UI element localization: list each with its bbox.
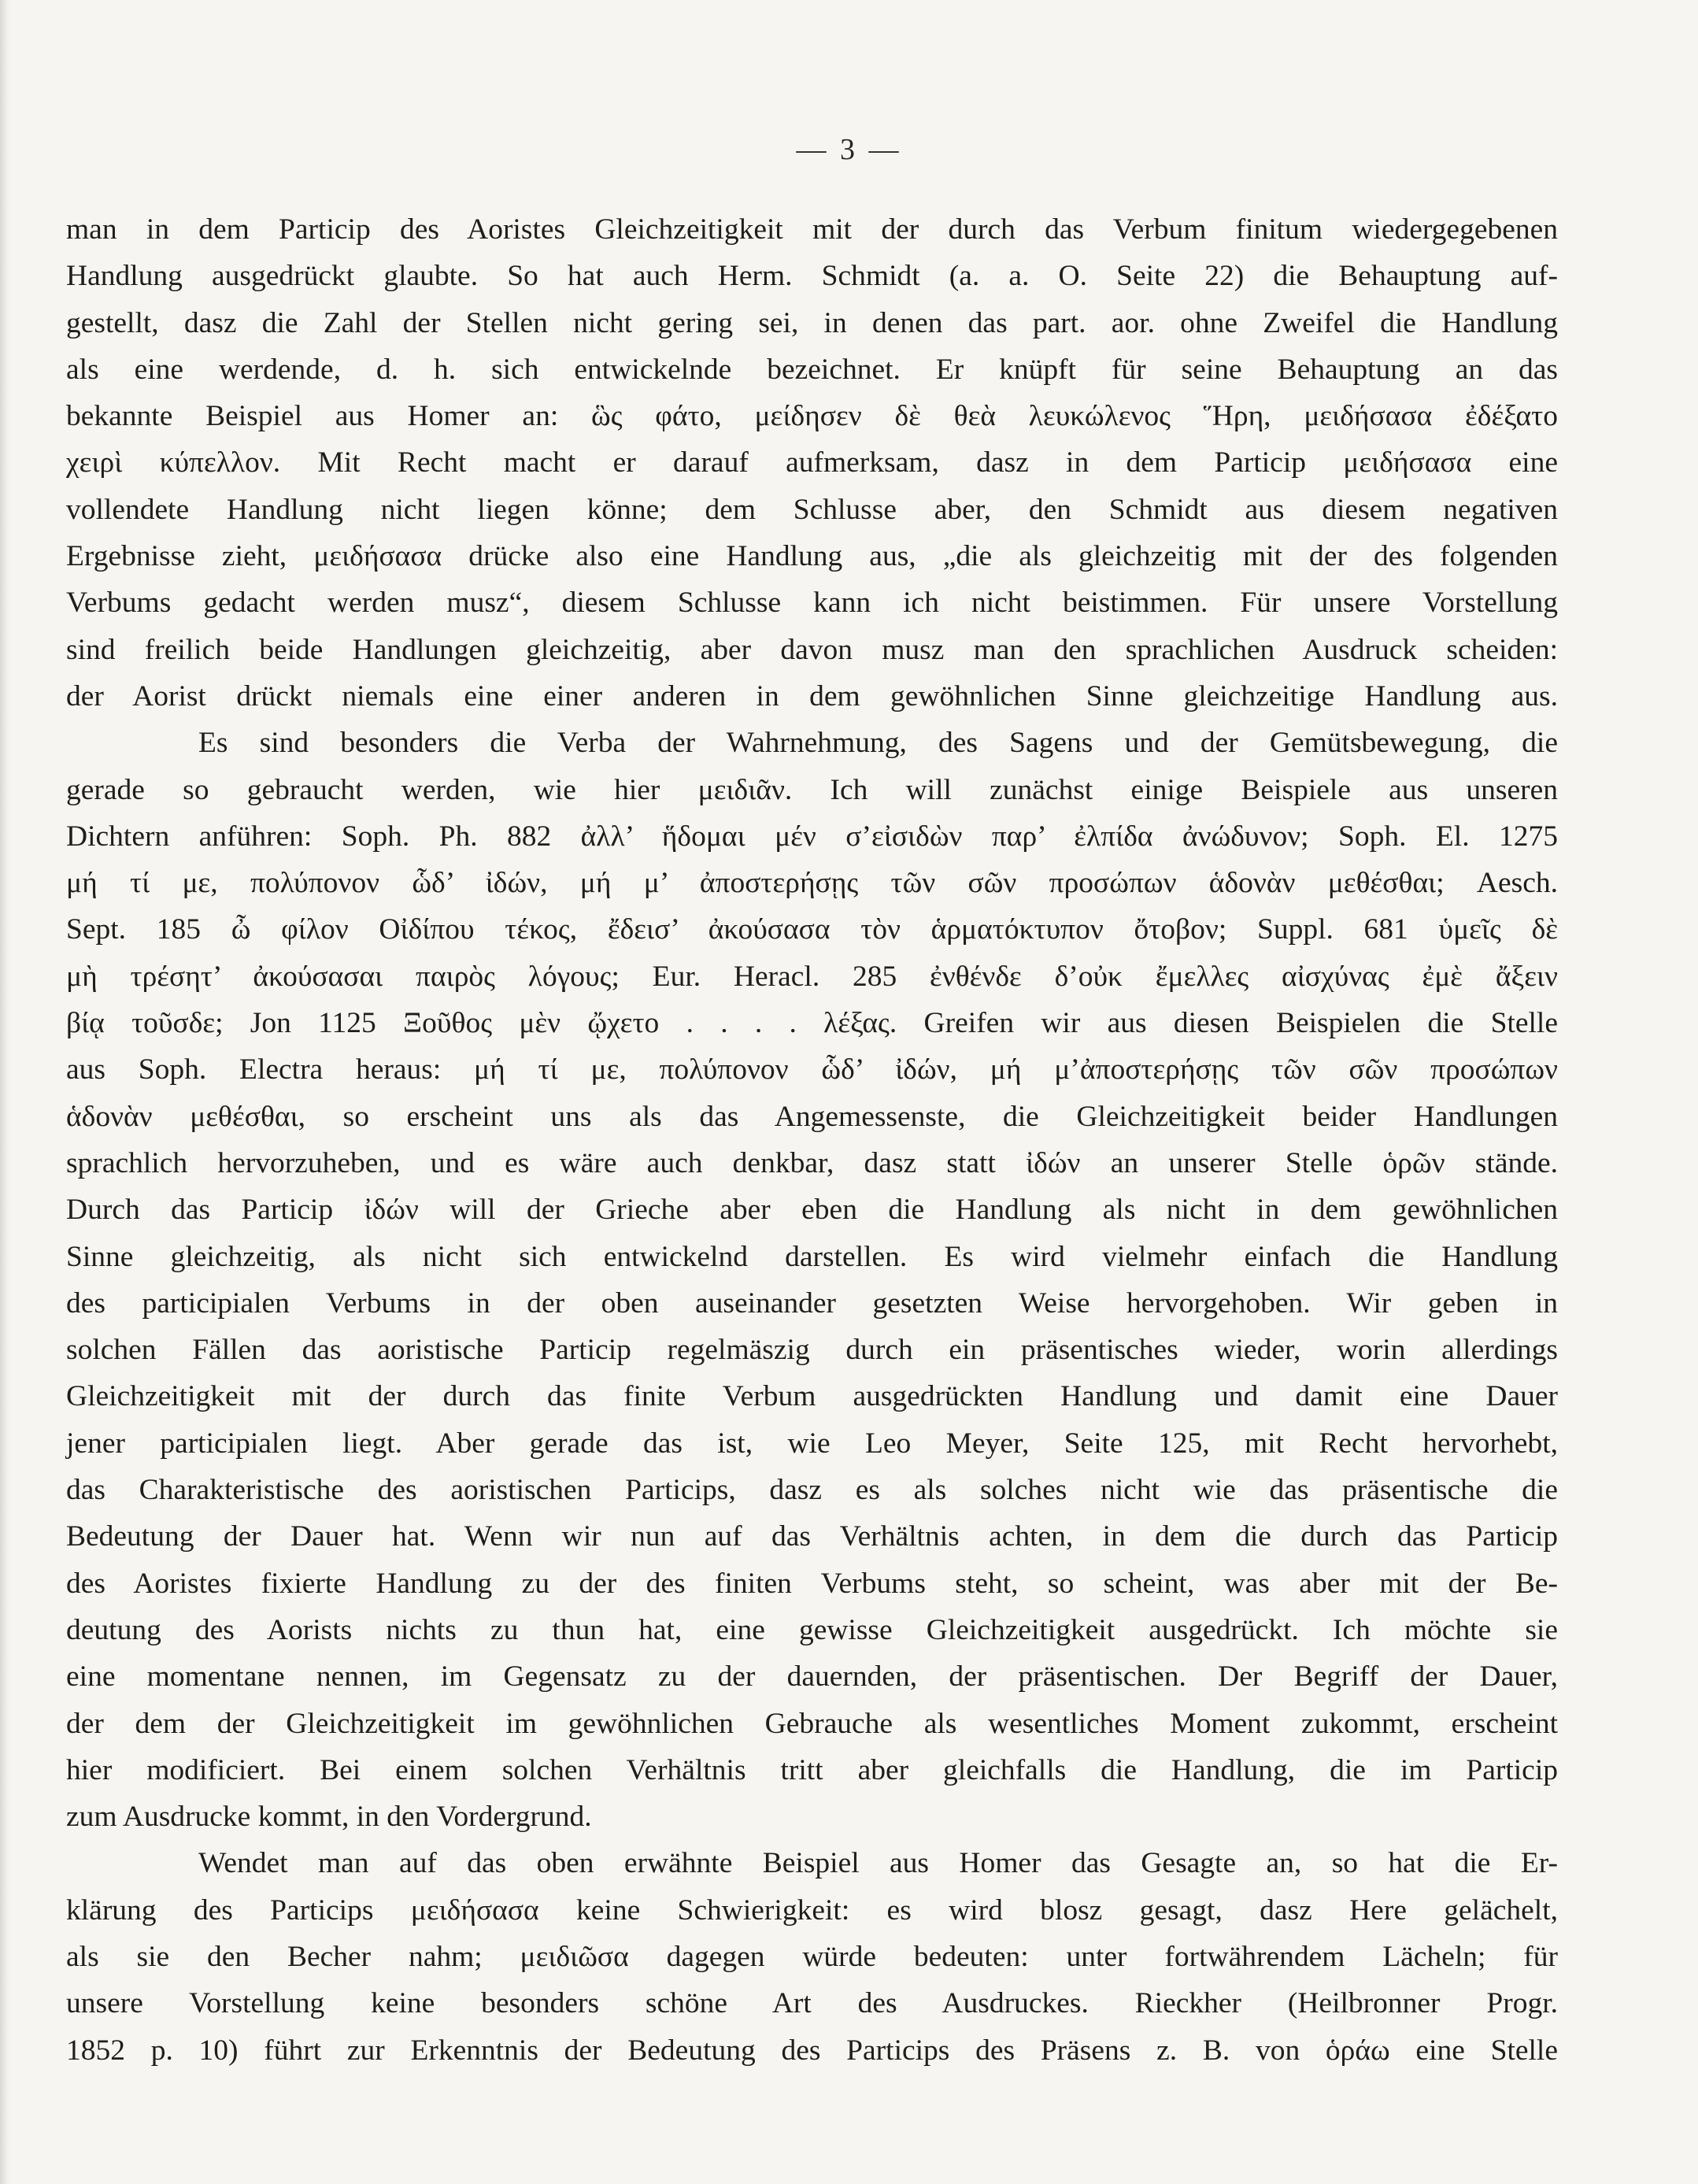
text-line: sind freilich beide Handlungen gleichzeitig, aber davon musz man den sprachlichen Ausdruck scheiden: <box>66 633 1558 666</box>
text-line: man in dem Particip des Aoristes Gleichzeitigkeit mit der durch das Verbum finitum wiedergegebenen <box>66 213 1558 246</box>
page-edge-shadow <box>0 0 11 2184</box>
text-line: zum Ausdrucke kommt, in den Vordergrund. <box>66 1801 592 1834</box>
text-line: sprachlich hervorzuheben, und es wäre auch denkbar, dasz statt ἰδών an unserer Stelle ὁρῶν stände. <box>66 1146 1558 1179</box>
text-line: Sinne gleichzeitig, als nicht sich entwickelnd darstellen. Es wird vielmehr einfach die Handlung <box>66 1240 1558 1273</box>
text-line: des participialen Verbums in der oben auseinander gesetzten Weise hervorgehoben. Wir geben in <box>66 1286 1558 1320</box>
text-line: gestellt, dasz die Zahl der Stellen nicht gering sei, in denen das part. aor. ohne Zweifel die Handlung <box>66 306 1558 339</box>
text-line: hier modificiert. Bei einem solchen Verhältnis tritt aber gleichfalls die Handlung, die im Particip <box>66 1753 1558 1786</box>
text-line: der dem der Gleichzeitigkeit im gewöhnlichen Gebrauche als wesentliches Moment zukommt, erscheint <box>66 1707 1558 1740</box>
text-line: Dichtern anführen: Soph. Ph. 882 ἀλλ’ ἥδομαι μέν σ’εἰσιδὼν παρ’ ἐλπίδα ἀνώδυνον; Soph. El. 1275 <box>66 820 1558 853</box>
text-line: aus Soph. Electra heraus: μή τί με, πολύπονον ὧδ’ ἰδών, μή μ’ἀποστερήσῃς τῶν σῶν προσώπων <box>66 1053 1558 1086</box>
text-line: Gleichzeitigkeit mit der durch das finite Verbum ausgedrückten Handlung und damit eine Dauer <box>66 1380 1558 1413</box>
text-line: solchen Fällen das aoristische Particip regelmäszig durch ein präsentisches wieder, worin allerdings <box>66 1334 1558 1367</box>
text-line: eine momentane nennen, im Gegensatz zu der dauernden, der präsentischen. Der Begriff der Dauer, <box>66 1660 1558 1694</box>
body-text <box>66 206 1558 2074</box>
text-line: als sie den Becher nahm; μειδιῶσα dagegen würde bedeuten: unter fortwährendem Lächeln; für <box>66 1940 1558 1973</box>
text-line: μή τί με, πολύπονον ὧδ’ ἰδών, μή μ’ ἀποστερήσῃς τῶν σῶν προσώπων ἁδονὰν μεθέσθαι; Aesch. <box>66 867 1558 900</box>
text-line: Handlung ausgedrückt glaubte. So hat auch Herm. Schmidt (a. a. O. Seite 22) die Behauptung auf- <box>66 260 1558 293</box>
text-line: Bedeutung der Dauer hat. Wenn wir nun auf das Verhältnis achten, in dem die durch das Particip <box>66 1520 1558 1553</box>
text-line: das Charakteristische des aoristischen Particips, dasz es als solches nicht wie das präsentische die <box>66 1474 1558 1507</box>
text-line: Wendet man auf das oben erwähnte Beispiel aus Homer das Gesagte an, so hat die Er- <box>198 1847 1558 1880</box>
text-line: 1852 p. 10) führt zur Erkenntnis der Bedeutung des Particips des Präsens z. B. von ὁράω eine Stelle <box>66 2034 1558 2067</box>
text-line: Sept. 185 ὦ φίλον Οἰδίπου τέκος, ἔδεισ’ ἀκούσασα τὸν ἁρματόκτυπον ὄτοβον; Suppl. 681 ὑμεῖς δὲ <box>66 913 1558 946</box>
text-line: unsere Vorstellung keine besonders schöne Art des Ausdruckes. Rieckher (Heilbronner Progr. <box>66 1987 1558 2020</box>
text-line: βίᾳ τοῦσδε; Jon 1125 Ξοῦθος μὲν ᾤχετο . . . . λέξας. Greifen wir aus diesen Beispielen die Stelle <box>66 1007 1558 1040</box>
text-line: des Aoristes fixierte Handlung zu der des finiten Verbums steht, so scheint, was aber mit der Be- <box>66 1567 1558 1600</box>
text-line: jener participialen liegt. Aber gerade das ist, wie Leo Meyer, Seite 125, mit Recht hervorhebt, <box>66 1427 1558 1460</box>
text-line: bekannte Beispiel aus Homer an: ὣς φάτο, μείδησεν δὲ θεὰ λευκώλενος Ἥρη, μειδήσασα ἐδέξατο <box>66 400 1558 433</box>
text-line: μὴ τρέσητ’ ἀκούσασαι παιρὸς λόγους; Eur. Heracl. 285 ἐνθένδε δ’οὐκ ἔμελλες αἰσχύνας ἐμὲ ἄξειν <box>66 960 1558 993</box>
text-line: als eine werdende, d. h. sich entwickelnde bezeichnet. Er knüpft für seine Behauptung an das <box>66 353 1558 386</box>
text-line: Es sind besonders die Verba der Wahrnehmung, des Sagens und der Gemütsbewegung, die <box>198 727 1558 760</box>
page-number: — 3 — <box>796 133 902 166</box>
text-line: Durch das Particip ἰδών will der Grieche aber eben die Handlung als nicht in dem gewöhnlichen <box>66 1194 1558 1227</box>
text-line: Ergebnisse zieht, μειδήσασα drücke also eine Handlung aus, „die als gleichzeitig mit der des folgenden <box>66 540 1558 573</box>
text-line: vollendete Handlung nicht liegen könne; dem Schlusse aber, den Schmidt aus diesem negativen <box>66 493 1558 526</box>
text-line: gerade so gebraucht werden, wie hier μειδιᾶν. Ich will zunächst einige Beispiele aus unseren <box>66 773 1558 806</box>
text-line: deutung des Aorists nichts zu thun hat, eine gewisse Gleichzeitigkeit ausgedrückt. Ich möchte sie <box>66 1613 1558 1646</box>
text-line: ἁδονὰν μεθέσθαι, so erscheint uns als das Angemessenste, die Gleichzeitigkeit beider Handlungen <box>66 1100 1558 1133</box>
text-line: χειρὶ κύπελλον. Mit Recht macht er darauf aufmerksam, dasz in dem Particip μειδήσασα eine <box>66 446 1558 479</box>
text-line: klärung des Particips μειδήσασα keine Schwierigkeit: es wird blosz gesagt, dasz Here gelächelt, <box>66 1893 1558 1927</box>
text-line: der Aorist drückt niemals eine einer anderen in dem gewöhnlichen Sinne gleichzeitige Handlung aus. <box>66 679 1558 713</box>
text-line: Verbums gedacht werden musz“, diesem Schlusse kann ich nicht beistimmen. Für unsere Vorstellung <box>66 587 1558 620</box>
